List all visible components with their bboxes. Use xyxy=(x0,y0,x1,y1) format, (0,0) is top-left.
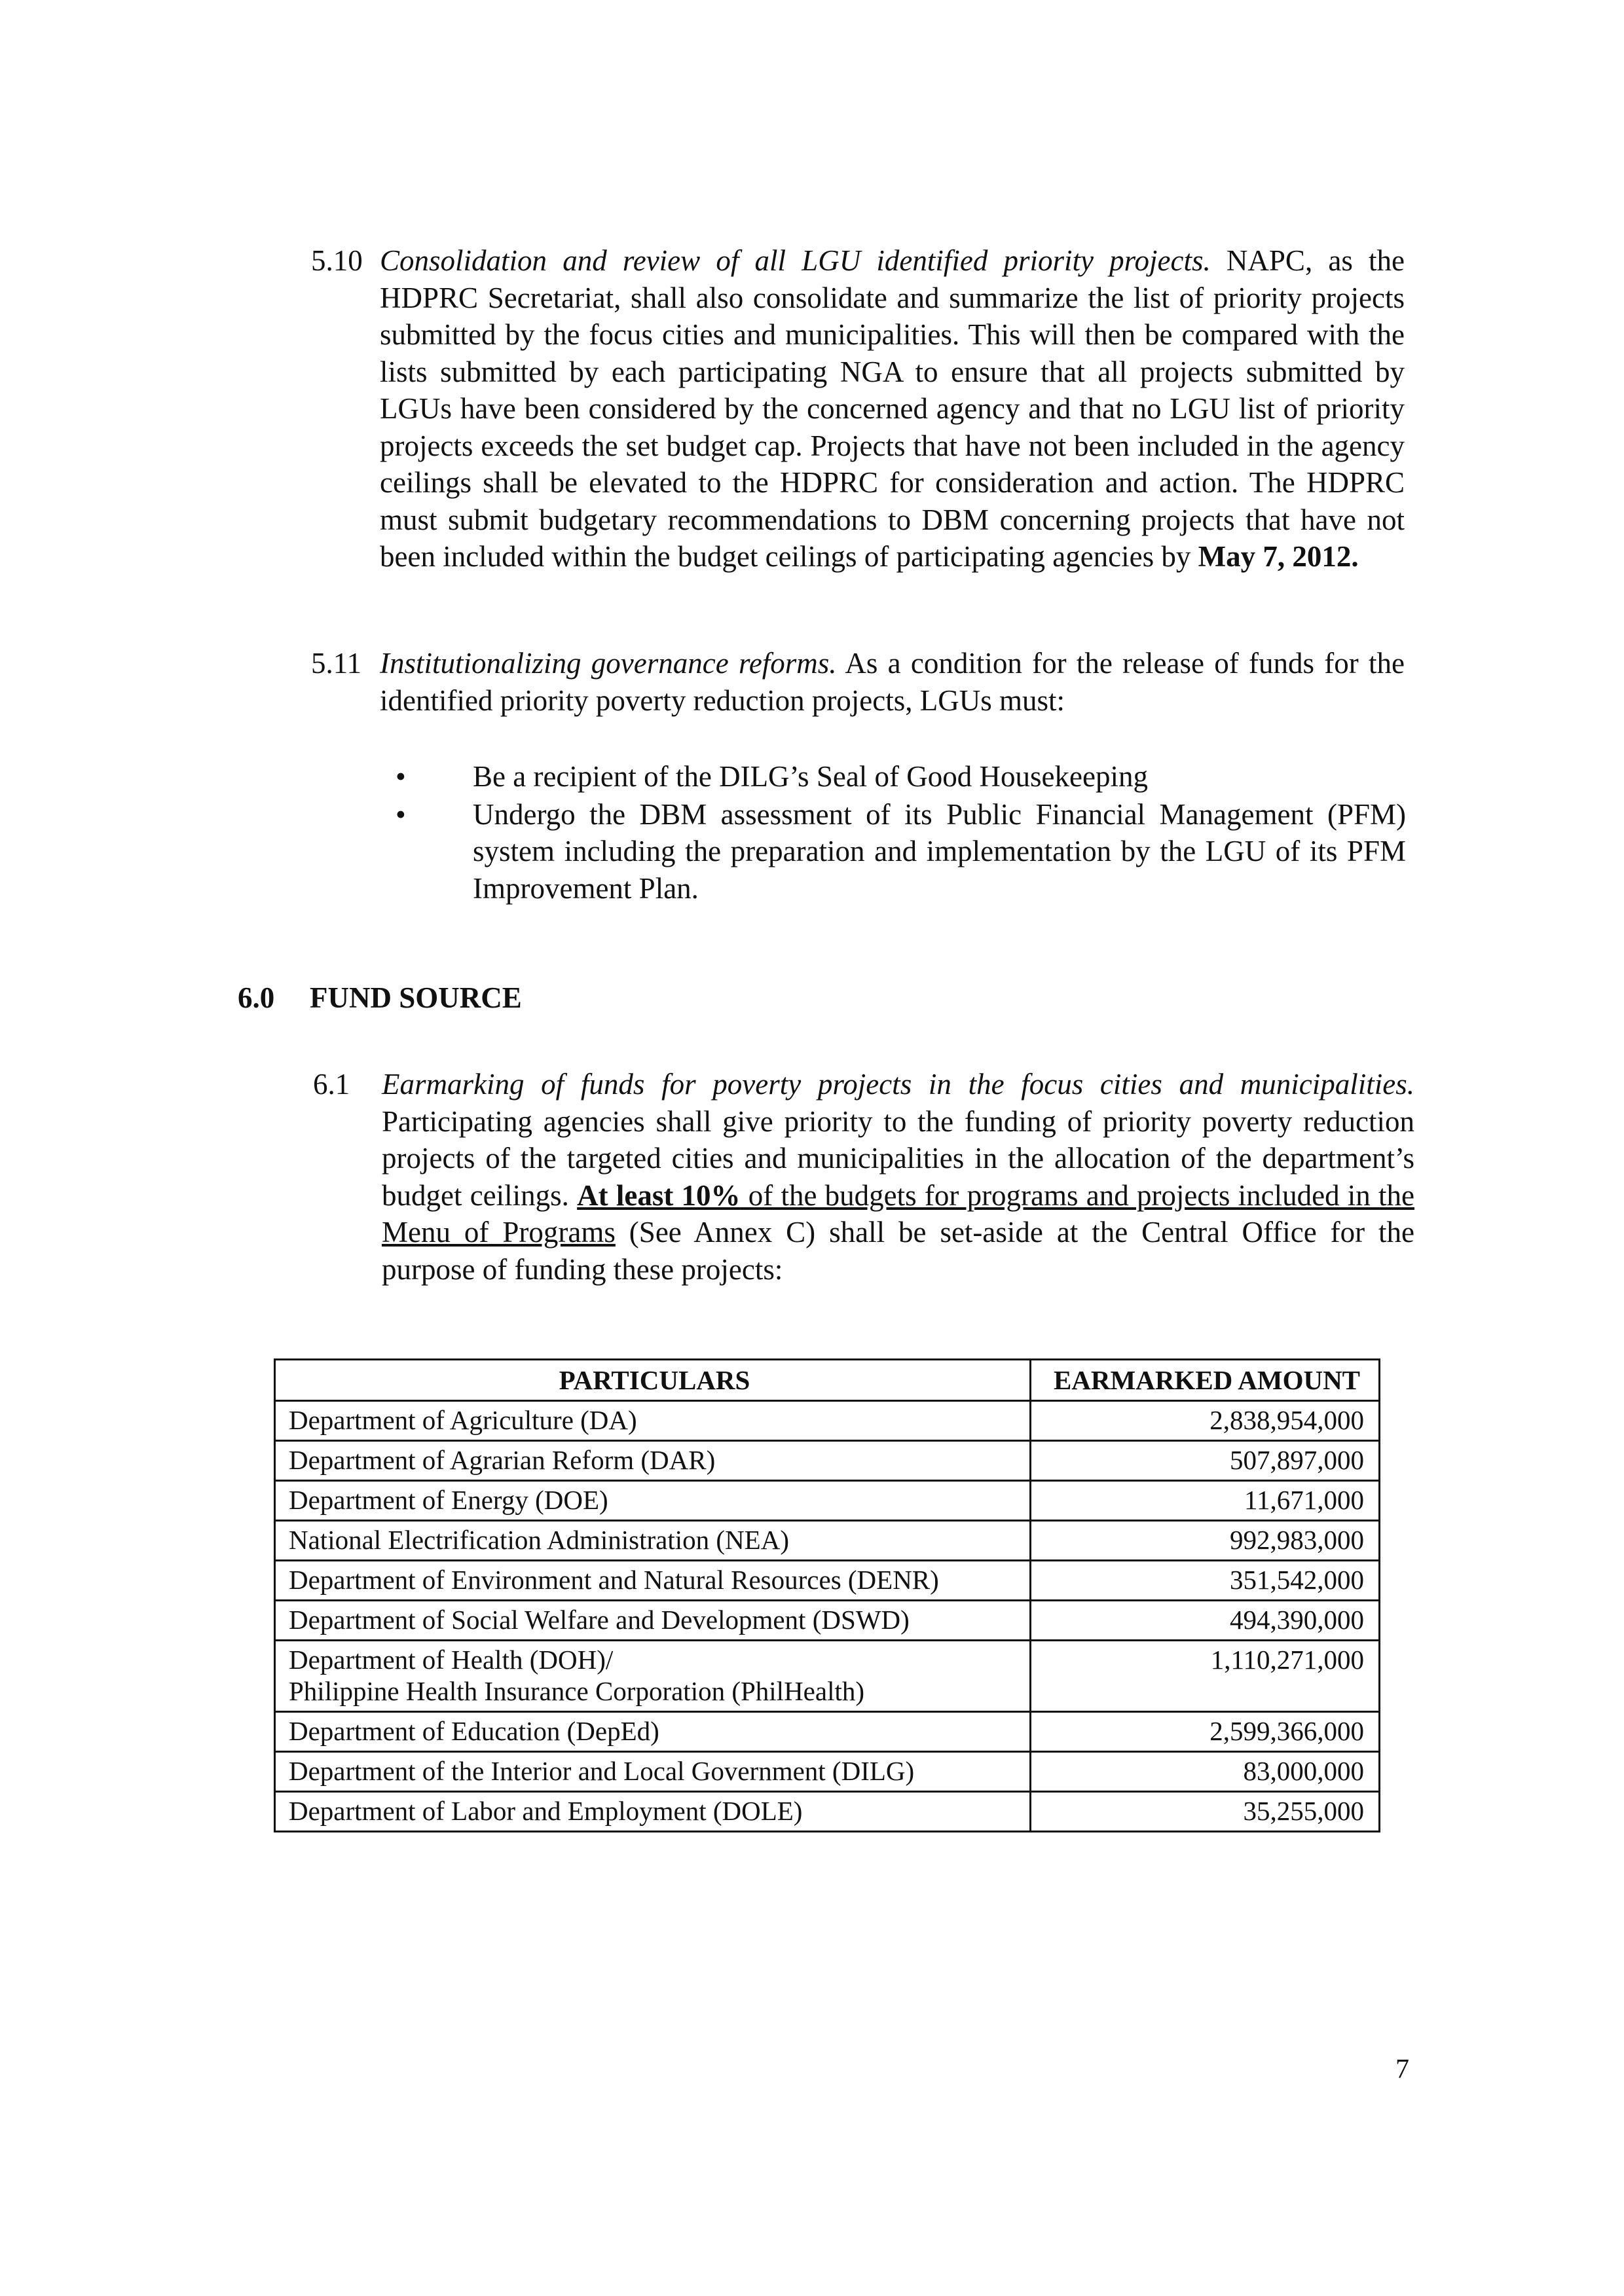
section-6-1-underlined: of the budgets for programs and projects included in the Menu of Programs xyxy=(382,1178,1414,1248)
particular-cell xyxy=(275,1641,1031,1712)
particular-cell: Department of Social Welfare and Development (DSWD) xyxy=(275,1601,1031,1641)
header-earmarked-amount: EARMARKED AMOUNT xyxy=(1031,1360,1380,1401)
particular-cell: Department of Agriculture (DA) xyxy=(275,1401,1031,1441)
amount-cell: 11,671,000 xyxy=(1031,1481,1380,1521)
section-6-1 xyxy=(313,1066,1414,1288)
table-header-row xyxy=(275,1360,1380,1401)
amount-cell: 83,000,000 xyxy=(1031,1752,1380,1792)
header-particulars: PARTICULARS xyxy=(275,1360,1031,1401)
section-6-0-title: FUND SOURCE xyxy=(310,981,522,1014)
particular-cell: Department of Environment and Natural Resources (DENR) xyxy=(275,1561,1031,1601)
amount-cell: 2,838,954,000 xyxy=(1031,1401,1380,1441)
table-row xyxy=(275,1712,1380,1752)
section-5-10-deadline: May 7, 2012. xyxy=(1198,540,1359,573)
amount-cell: 992,983,000 xyxy=(1031,1521,1380,1561)
amount-cell: 35,255,000 xyxy=(1031,1792,1380,1832)
amount-cell: 494,390,000 xyxy=(1031,1601,1380,1641)
particular-cell: Department of Labor and Employment (DOLE) xyxy=(275,1792,1031,1832)
particular-line-2: Philippine Health Insurance Corporation (PhilHealth) xyxy=(289,1676,865,1706)
amount-cell: 351,542,000 xyxy=(1031,1561,1380,1601)
section-5-10-lead: Consolidation and review of all LGU identified priority projects. xyxy=(380,244,1211,277)
table-row xyxy=(275,1481,1380,1521)
particular-cell: Department of the Interior and Local Government (DILG) xyxy=(275,1752,1031,1792)
table-row xyxy=(275,1521,1380,1561)
section-6-1-body-2: (See Annex C) shall be set-aside at the Central Office for the purpose of funding these projects: xyxy=(382,1216,1414,1286)
section-5-11-body: As a condition for the release of funds for the identified priority poverty reduction projects, LGUs must: xyxy=(380,647,1405,717)
section-6-0-number: 6.0 xyxy=(238,981,275,1014)
earmarked-funds-table xyxy=(274,1358,1380,1832)
table-row xyxy=(275,1441,1380,1481)
particular-cell: Department of Agrarian Reform (DAR) xyxy=(275,1441,1031,1481)
section-6-0-heading xyxy=(238,981,522,1015)
table-row xyxy=(275,1641,1380,1712)
amount-cell: 507,897,000 xyxy=(1031,1441,1380,1481)
section-5-11 xyxy=(311,645,1405,719)
section-6-1-lead: Earmarking of funds for poverty projects in the focus cities and municipalities. xyxy=(382,1068,1414,1101)
section-6-1-emphasis: At least 10% xyxy=(577,1178,741,1212)
section-5-10 xyxy=(311,242,1405,575)
list-item: • Be a recipient of the DILG’s Seal of Good Housekeeping xyxy=(473,758,1406,795)
table-row xyxy=(275,1401,1380,1441)
section-5-10-body: NAPC, as the HDPRC Secretariat, shall also consolidate and summarize the list of priority projects submitted by the focus cities and municipalities. This will then be compared with the lists submitted by each participating NGA to ensure that all projects submitted by LGUs have been considered by the concerned agency and that no LGU list of priority projects exceeds the set budget cap. Projects that have not been included in the agency ceilings shall be elevated to the HDPRC for consideration and action. The HDPRC must submit budgetary recommendations to DBM concerning projects that have not been included within the budget ceilings of participating agencies by xyxy=(380,244,1405,573)
particular-cell: Department of Education (DepEd) xyxy=(275,1712,1031,1752)
table-row xyxy=(275,1752,1380,1792)
list-item: • Undergo the DBM assessment of its Public Financial Management (PFM) system including the preparation and implementation by the LGU of its PFM Improvement Plan. xyxy=(473,796,1406,907)
table-row xyxy=(275,1792,1380,1832)
amount-cell: 2,599,366,000 xyxy=(1031,1712,1380,1752)
particular-line-1: Department of Health (DOH)/ xyxy=(289,1645,614,1675)
table-row xyxy=(275,1601,1380,1641)
section-6-1-body: Participating agencies shall give priority to the funding of priority poverty reduction projects of the targeted cities and municipalities in the allocation of the department’s budget ceilings. xyxy=(382,1104,1414,1212)
page-number: 7 xyxy=(1395,2054,1409,2085)
particular-cell: National Electrification Administration (NEA) xyxy=(275,1521,1031,1561)
conditions-list xyxy=(473,758,1406,907)
section-5-11-number: 5.11 xyxy=(311,647,362,680)
section-5-10-number: 5.10 xyxy=(311,244,363,277)
particular-cell: Department of Energy (DOE) xyxy=(275,1481,1031,1521)
section-5-11-lead: Institutionalizing governance reforms. xyxy=(380,647,837,680)
table-row xyxy=(275,1561,1380,1601)
amount-cell: 1,110,271,000 xyxy=(1031,1641,1380,1712)
section-6-1-number: 6.1 xyxy=(313,1068,350,1101)
